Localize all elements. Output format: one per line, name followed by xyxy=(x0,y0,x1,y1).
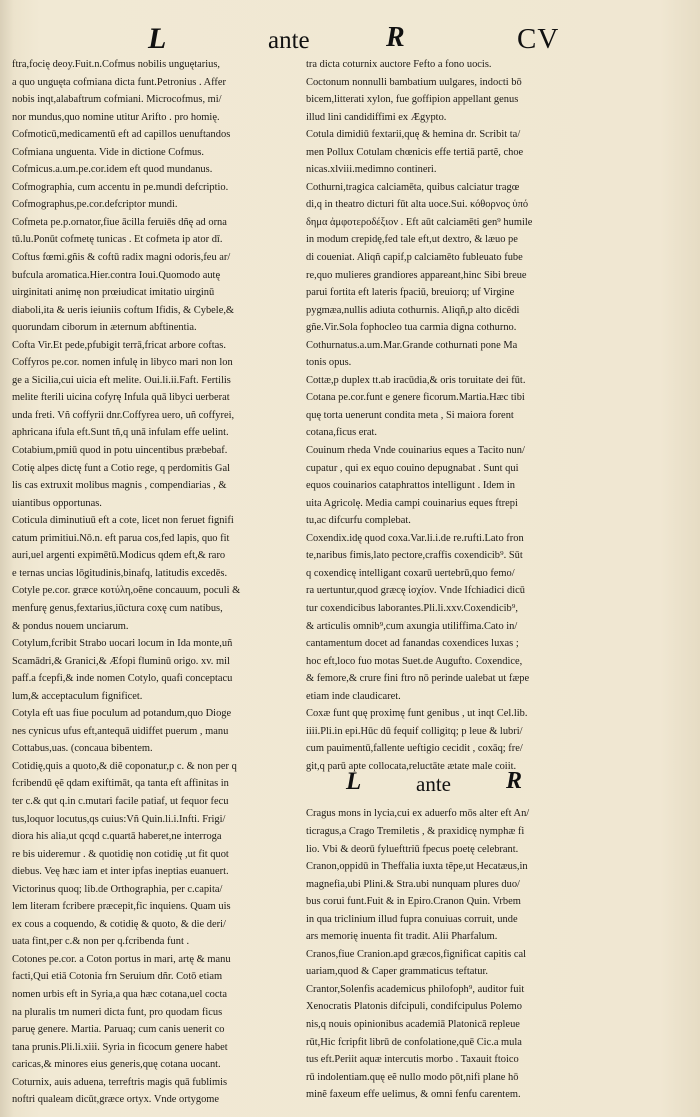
text-line: Coffyros pe.cor. nomen infulę in libyco mari non lon xyxy=(12,357,233,369)
text-line: Cragus mons in lycia,cui ex aduerfo mōs alter eft An/ xyxy=(306,808,530,820)
text-line: nobis inqt,alabaftrum cofmiani. Microcofmus, mi/ xyxy=(12,94,222,106)
text-line: bicem,litterati xylon, fue goffipion appellant genus xyxy=(306,94,519,106)
text-line: Cofmoticū,medicamentū eft ad capillos uenuftandos xyxy=(12,129,231,141)
text-line: e ternas uncias lōgitudinis,binafq, latitudis excedēs. xyxy=(12,567,228,579)
text-line: auri,uel argenti expimētū.Modicus qdem eft,& raro xyxy=(12,550,226,562)
text-line: Cofmographus,pe.cor.defcriptor mundi. xyxy=(12,199,178,211)
text-line: caricas,& minores eius generis,quę cotana uocant. xyxy=(12,1059,221,1071)
text-line: na pluralis tm numeri dicta funt, pro quodam ficus xyxy=(12,1006,223,1018)
text-line: di,q in theatro dicturi fūt alta uoce.Sui. κόθορνος ὑπό xyxy=(306,199,529,211)
text-line: Cofmicus.a.um.pe.cor.idem eft quod mundanus. xyxy=(12,164,213,176)
text-line: ge a Sicilia,cui uicia eft melite. Oui.li.ii.Faft. Fertilis xyxy=(12,374,231,386)
text-line: diora his alia,ut qcqd c.quartā haberet,ne interroga xyxy=(12,831,222,843)
text-line: Coturnix, auis aduena, terreftris magis quā fublimis xyxy=(12,1076,228,1088)
text-line: re bis uideremur . & quotidię non cotidię ,ut fit quot xyxy=(12,848,229,860)
text-line: pygmæa,nullis adiuta cothurnis. Aliqñ,p alto dicēdi xyxy=(306,304,520,316)
text-line: aphricana ifula eft.Sunt tñ,q unā infulam effe uelint. xyxy=(12,427,229,439)
left-column xyxy=(12,56,297,1109)
right-column xyxy=(306,56,594,1104)
text-line: q coxendicę intelligant coxarū uertebrū,quo femo/ xyxy=(306,567,515,579)
text-line: tur coxendicibus laborantes.Pli.li.xxv.Coxendicib⁹, xyxy=(306,602,518,614)
text-line: hoc eft,loco fuo motas Suet.de Augufto. Coxendice, xyxy=(306,655,523,667)
text-line: ex cous a coquendo, & cotidię & quoto, & die deri/ xyxy=(12,918,226,930)
text-line: Cothurnatus.a.um.Mar.Grande cothurnati pone Ma xyxy=(306,339,518,351)
text-line: ticragus,a Crago Tremiletis , & praxidicę nymphæ fi xyxy=(306,825,525,837)
text-line: nis,q nouis opinionibus academiā Platonicā repleue xyxy=(306,1018,520,1030)
text-line: in qua triclinium illud fupra conuiuas corruit, unde xyxy=(306,913,518,925)
text-line: tra dicta coturnix auctore Fefto a fono uocis. xyxy=(306,59,492,70)
text-line: Cotyle pe.cor. græce κοτύλη,oẽne concauum, poculi & xyxy=(12,585,241,597)
header-initial-left: L xyxy=(148,22,167,55)
text-line: ra uertuntur,quod græcę ἰσχίον. Vnde Ifchiadici dicū xyxy=(306,585,525,597)
text-line: di coueniat. Aliqñ capif,p calciamēto fubleuato fube xyxy=(306,252,523,264)
text-line: Cottæ,p duplex tt.ab iracūdia,& oris toruitate dei fūt. xyxy=(306,374,526,386)
right-column-bottom xyxy=(306,805,594,1103)
text-line: ter c.& qut q.in c.mutari facile patiaf, ut fequor fecu xyxy=(12,795,229,807)
text-line: diaboli,ita & ueris ieiuniis coftum Ifidis, & Cybele,& xyxy=(12,304,235,316)
text-line: unda freti. Vñ coffyrii dnr.Coffyrea uero, uñ coffyrei, xyxy=(12,409,235,421)
text-line: Xenocratis Platonis difcipuli, condifcipulus Polemo xyxy=(306,1001,522,1013)
text-line: Cottabus,uas. (concaua bibentem. xyxy=(12,743,153,755)
folio-number: CV xyxy=(517,23,560,55)
text-line: nicas.xlviii.medimno contineri. xyxy=(306,164,437,176)
text-line: cum pauimentū,fallente ueftigio cecidit , coxāq; fre/ xyxy=(306,743,523,755)
text-line: men Pollux Cotulam chœnicis effe tertiā partẽ, choe xyxy=(306,146,524,158)
text-line: Victorinus quoq; lib.de Orthographia, per c.capita/ xyxy=(12,883,223,895)
text-line: a quo unguęta cofmiana dicta funt.Petronius . Affer xyxy=(12,76,227,88)
text-line: & femore,& crure fini ftro nō perinde ualebat ut fæpe xyxy=(306,673,530,685)
text-line: git,q parū apte collocata,reluctāte ætate male coiit. xyxy=(306,760,517,772)
text-line: lum,& acceptaculum fignificet. xyxy=(12,690,143,702)
text-line: Coftus fœmi.gñis & coftū radix magni odoris,feu ar/ xyxy=(12,252,231,264)
text-line: cantamentum docet ad fanandas coxendices luxas ; xyxy=(306,638,519,650)
text-line: Cofmographia, cum accentu in pe.mundi defcriptio. xyxy=(12,181,229,193)
text-line: tana prunis.Pli.li.xiii. Syria in ficocum genere habet xyxy=(12,1041,228,1053)
text-line: Cranon,oppidū in Theffalia iuxta tẽpe,ut Hecatæus,in xyxy=(306,861,528,873)
text-line: Cotana pe.cor.funt e genere ficorum.Martia.Hæc tibi xyxy=(306,392,525,404)
text-line: Cothurni,tragica calciamēta, quibus calciatur tragœ xyxy=(306,181,520,193)
text-line: Coxendix.idę quod coxa.Var.li.i.de re.rufti.Lato fron xyxy=(306,532,524,544)
text-line: illud lini candidiffimi ex Ægypto. xyxy=(306,111,447,123)
text-line: Cofta Vir.Et pede,pfubigit terrā,fricat arbore coftas. xyxy=(12,339,226,351)
text-line: cotana,ficus erat. xyxy=(306,427,377,439)
text-line: Coxæ funt quę proximę funt genibus , ut inqt Cel.lib. xyxy=(306,708,528,720)
text-line: tonis opus. xyxy=(306,357,352,369)
text-line: Cotula dimidiū fextarii,quę & hemina dr. Scribit ta/ xyxy=(306,129,521,141)
text-line: menfurę genus,fextarius,iūctura coxę cum natibus, xyxy=(12,602,223,614)
text-line: Cotię alpes dictę funt a Cotio rege, q perdomitis Gal xyxy=(12,462,230,474)
text-line: Scamādri,& Granici,& Æfopi fluminū origo. xv. mil xyxy=(12,655,230,667)
text-line: lio. Vbi & deorū fyluefttriū fpecus poetę celebrant. xyxy=(306,843,519,855)
text-line: cupatur , qui ex equo couino depugnabat . Sunt qui xyxy=(306,462,519,474)
text-line: re,quo mulieres grandiores appareant,hinc Sibi breue xyxy=(306,269,527,281)
subheader-word: ante xyxy=(416,772,451,797)
text-line: catum primitiui.Nō.n. eft parua cos,fed lapis, quo fit xyxy=(12,532,230,544)
text-line: fcribendū ęẽ qdam exiftimāt, qa tanta eft affinitas in xyxy=(12,778,229,790)
text-line: Couinum rheda Vnde couinarius eques a Tacito nun/ xyxy=(306,445,525,457)
text-line: quę torta uenerunt condita meta , Si maiora forent xyxy=(306,409,514,421)
text-line: uiantibus opportunas. xyxy=(12,497,102,509)
text-line: parui fortita eft lateris fpaciū, breuiorq; uf Virgine xyxy=(306,287,515,299)
text-line: Coctonum nonnulli bambatium uulgares, indocti bō xyxy=(306,76,522,88)
header-initial-right: R xyxy=(386,22,405,53)
text-line: nomen urbis eft in Syria,a qua hæc cotana,uel cocta xyxy=(12,988,228,1000)
text-line: Cofmeta pe.p.ornator,fiue ācilla feruiēs dñę ad orna xyxy=(12,216,227,228)
text-line: in modum crepidę,fed tale eft,ut dextro, & læuo pe xyxy=(306,234,518,246)
text-line: & articulis omnib⁹,cum axungia utiliffima.Cato in/ xyxy=(306,620,518,632)
text-line: tus,loquor locutus,qs cuius:Vñ Quin.li.i.Infti. Frigi/ xyxy=(12,813,226,825)
section-subheader xyxy=(306,768,594,805)
text-line: ftra,focię deoy.Fuit.n.Cofmus nobilis unguętarius, xyxy=(12,59,221,70)
text-line: magnefia,ubi Plini.& Stra.ubi nunquam plures duo/ xyxy=(306,878,520,890)
text-line: uariam,quod & Caper grammaticus teftatur. xyxy=(306,966,489,978)
text-line: facti,Qui etiā Cotonia frn Seruium dñr. Cotō etiam xyxy=(12,971,223,983)
text-line: diebus. Veę hæc iam et inter ipfas ineptias euanuert. xyxy=(12,866,229,878)
text-line: rū indolentiam.quę eẽ nullo modo pōt,nifi plane hō xyxy=(306,1071,519,1083)
text-line: uita Agricolę. Media campi couinarius eques ftrepi xyxy=(306,497,518,509)
text-line: Cotyla eft uas fiue poculum ad potandum,quo Dioge xyxy=(12,708,232,720)
subheader-initial-right: R xyxy=(506,768,523,795)
text-line: melite fterili uicina cofyrę Infula quā libyci uerberat xyxy=(12,392,230,404)
text-line: uata fint,per c.& non per q.fcribenda funt . xyxy=(12,936,190,948)
text-line: tus eft.Periit aquæ intercutis morbo . Taxauit ftoico xyxy=(306,1054,519,1066)
text-line: minẽ faxeum effe uelimus, & omni fenfu carentem. xyxy=(306,1089,521,1101)
text-line: iiii.Pli.in epi.Hūc dū fequif colligitq; p leue & lubri/ xyxy=(306,725,523,737)
text-line: Cranos,fiue Cranion.apd græcos,fignificat capitis cal xyxy=(306,948,526,960)
text-line: paff.a fcepfi,& inde nomen Cotylo, quafi conceptacu xyxy=(12,673,233,685)
text-line: & pondus nouem unciarum. xyxy=(12,620,129,632)
text-line: noftri qualeam dicūt,græce ortyx. Vnde ortygome xyxy=(12,1094,220,1106)
text-line: etiam inde claudicaret. xyxy=(306,690,401,702)
running-header xyxy=(0,22,700,58)
text-line: Coticula diminutiuū eft a cote, licet non feruet fignifi xyxy=(12,515,234,527)
text-line: Cofmiana unguenta. Vide in dictione Cofmus. xyxy=(12,146,204,158)
text-line: Cotones pe.cor. a Coton portus in mari, artę & manu xyxy=(12,953,231,965)
text-line: gñe.Vir.Sola fophocleo tua carmia digna cothurno. xyxy=(306,322,517,334)
text-line: Cotabium,pmiū quod in potu uincentibus præbebaf. xyxy=(12,445,228,457)
text-line: te,naribus fimis,lato pectore,craffis coxendicib⁹. Sūt xyxy=(306,550,523,562)
text-line: tu,ac difcurfu complebat. xyxy=(306,515,411,527)
text-line: lis cas extruxit molibus magnis , compendiarias , & xyxy=(12,480,227,492)
text-line: quorundam ciborum in æternum abftinentia. xyxy=(12,322,197,334)
text-line: rūt,Hic fcripfit librū de confolatione,quē Cic.a mula xyxy=(306,1036,522,1048)
text-line: ars memorię inuenta fit tradit. Alii Pharfalum. xyxy=(306,931,498,943)
text-line: equos couinarios cataphrattos intelligunt . Idem in xyxy=(306,480,515,492)
text-line: nor mundus,quo nomine utitur Arifto . pro homię. xyxy=(12,111,220,123)
text-line: Crantor,Solenfis academicus philofoph⁹, auditor fuit xyxy=(306,983,525,995)
header-word: ante xyxy=(268,27,310,54)
text-line: δημα ἀμφοτεροδέξιον . Eft aūt calciamēti gen⁹ humile xyxy=(306,216,533,228)
text-line: uirginitati animę non prœiudicat imitatio uirginū xyxy=(12,287,215,299)
text-line: tū.lu.Ponūt cofmetę tunicas . Et cofmeta ip ator dī. xyxy=(12,234,223,246)
text-line: Cotidię,quis a quoto,& diẽ coponatur,p c. & non per q xyxy=(12,760,237,772)
text-line: nes cynicus ufus eft,antequā uidiffet puerum , manu xyxy=(12,725,229,737)
text-line: bufcula aromatica.Hier.contra Ioui.Quomodo autę xyxy=(12,269,221,281)
text-line: paruę genere. Martia. Paruaq; cum canis uenerit co xyxy=(12,1024,225,1036)
subheader-initial-left: L xyxy=(346,768,362,796)
text-line: Cotylum,fcribit Strabo uocari locum in Ida monte,uñ xyxy=(12,638,233,650)
right-column-top xyxy=(306,56,594,775)
text-line: lem literam fcribere præcepit,fic inquiens. Quam uis xyxy=(12,901,231,913)
text-line: bus corui funt.Fuit & in Epiro.Cranon Quin. Vrbem xyxy=(306,896,521,908)
